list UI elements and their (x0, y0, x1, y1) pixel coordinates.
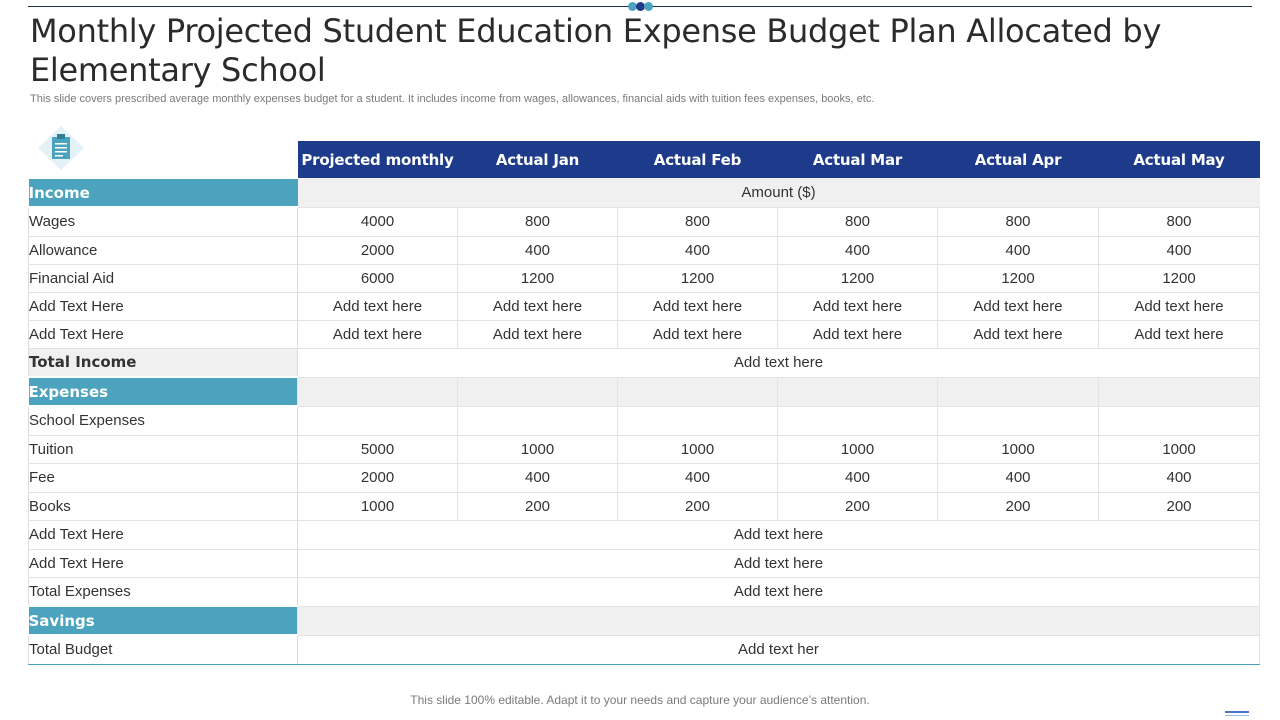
savings-section-row (29, 606, 1260, 635)
total-income-value: Add text here (298, 348, 1260, 377)
cell: 1000 (938, 435, 1099, 463)
cell: Add text here (298, 549, 1260, 577)
blank-cell (938, 406, 1099, 435)
cell: Add text here (1099, 292, 1260, 320)
blank-cell (298, 606, 1260, 635)
cell: 400 (618, 236, 778, 264)
cell: 400 (778, 463, 938, 492)
cell: Add text here (298, 292, 458, 320)
expenses-section-row (29, 377, 1260, 406)
cell: 400 (458, 463, 618, 492)
cell: 200 (1099, 492, 1260, 520)
cell: 800 (938, 207, 1099, 236)
total-expenses-value: Add text here (298, 577, 1260, 606)
cell: 400 (1099, 463, 1260, 492)
cell: 1200 (618, 264, 778, 292)
cell: 200 (618, 492, 778, 520)
cell: 400 (458, 236, 618, 264)
table-row (29, 549, 1260, 577)
cell: 5000 (298, 435, 458, 463)
corner-mark (1225, 711, 1249, 713)
cell: 1200 (458, 264, 618, 292)
school-expenses-row (29, 406, 1260, 435)
cell: 1000 (458, 435, 618, 463)
total-budget-value: Add text her (298, 635, 1260, 664)
top-ornament (628, 1, 654, 11)
row-label: Add Text Here (29, 320, 298, 348)
header-row (29, 141, 1260, 178)
blank-cell (938, 377, 1099, 406)
table-row (29, 292, 1260, 320)
cell: Add text here (458, 320, 618, 348)
cell: Add text here (778, 292, 938, 320)
cell: 6000 (298, 264, 458, 292)
row-label: Fee (29, 463, 298, 492)
col-header: Actual May (1099, 141, 1260, 178)
table-row (29, 492, 1260, 520)
cell: 400 (938, 236, 1099, 264)
cell: 2000 (298, 463, 458, 492)
cell: 1200 (1099, 264, 1260, 292)
blank-cell (1099, 406, 1260, 435)
footer-note: This slide 100% editable. Adapt it to your needs and capture your audience’s attention. (410, 693, 870, 707)
corner-mark-secondary (1225, 715, 1249, 716)
cell: 400 (938, 463, 1099, 492)
cell: 400 (618, 463, 778, 492)
income-section-row (29, 178, 1260, 207)
cell: Add text here (298, 320, 458, 348)
cell: Add text here (938, 292, 1099, 320)
amount-label: Amount ($) (298, 178, 1260, 207)
col-header: Actual Jan (458, 141, 618, 178)
row-label: Financial Aid (29, 264, 298, 292)
cell: 1000 (1099, 435, 1260, 463)
col-header: Actual Feb (618, 141, 778, 178)
row-label: Wages (29, 207, 298, 236)
col-header: Actual Apr (938, 141, 1099, 178)
total-income-label: Total Income (29, 348, 298, 377)
cell: 4000 (298, 207, 458, 236)
cell: Add text here (618, 320, 778, 348)
table-row (29, 207, 1260, 236)
cell: 400 (1099, 236, 1260, 264)
cell: Add text here (778, 320, 938, 348)
cell: 400 (778, 236, 938, 264)
cell: 1200 (778, 264, 938, 292)
blank-cell (298, 406, 458, 435)
table-row (29, 435, 1260, 463)
cell: Add text here (938, 320, 1099, 348)
cell: 200 (458, 492, 618, 520)
cell: 200 (778, 492, 938, 520)
expenses-section-label: Expenses (29, 377, 298, 406)
cell: 200 (938, 492, 1099, 520)
header-blank (29, 141, 298, 178)
page-title: Monthly Projected Student Education Expense Budget Plan Allocated by Elementary School (30, 12, 1162, 89)
blank-cell (298, 377, 458, 406)
cell: 1000 (778, 435, 938, 463)
total-budget-label: Total Budget (29, 635, 298, 664)
cell: 1000 (298, 492, 458, 520)
total-income-row (29, 348, 1260, 377)
cell: 800 (778, 207, 938, 236)
cell: Add text here (1099, 320, 1260, 348)
cell: Add text here (458, 292, 618, 320)
table-row (29, 236, 1260, 264)
blank-cell (778, 406, 938, 435)
blank-cell (618, 377, 778, 406)
table-row (29, 264, 1260, 292)
col-header: Projected monthly (298, 141, 458, 178)
blank-cell (458, 377, 618, 406)
row-label: Add Text Here (29, 292, 298, 320)
total-expenses-label: Total Expenses (29, 577, 298, 606)
row-label: Add Text Here (29, 520, 298, 549)
row-label: Add Text Here (29, 549, 298, 577)
cell: 1200 (938, 264, 1099, 292)
total-expenses-row (29, 577, 1260, 606)
blank-cell (1099, 377, 1260, 406)
cell: 800 (1099, 207, 1260, 236)
cell: Add text here (298, 520, 1260, 549)
page-subtitle: This slide covers prescribed average monthly expenses budget for a student. It includes income from wages, allowances, financial aids with tuition fees expenses, books, etc. (30, 93, 875, 105)
cell: 800 (618, 207, 778, 236)
row-label: Books (29, 492, 298, 520)
cell: 800 (458, 207, 618, 236)
savings-section-label: Savings (29, 606, 298, 635)
cell: Add text here (618, 292, 778, 320)
table-row (29, 520, 1260, 549)
cell: 2000 (298, 236, 458, 264)
cell: 1000 (618, 435, 778, 463)
school-expenses-label: School Expenses (29, 406, 298, 435)
row-label: Tuition (29, 435, 298, 463)
total-budget-row (29, 635, 1260, 664)
col-header: Actual Mar (778, 141, 938, 178)
blank-cell (458, 406, 618, 435)
table-row (29, 320, 1260, 348)
budget-table (28, 141, 1260, 665)
income-section-label: Income (29, 178, 298, 207)
blank-cell (618, 406, 778, 435)
blank-cell (778, 377, 938, 406)
row-label: Allowance (29, 236, 298, 264)
table-row (29, 463, 1260, 492)
